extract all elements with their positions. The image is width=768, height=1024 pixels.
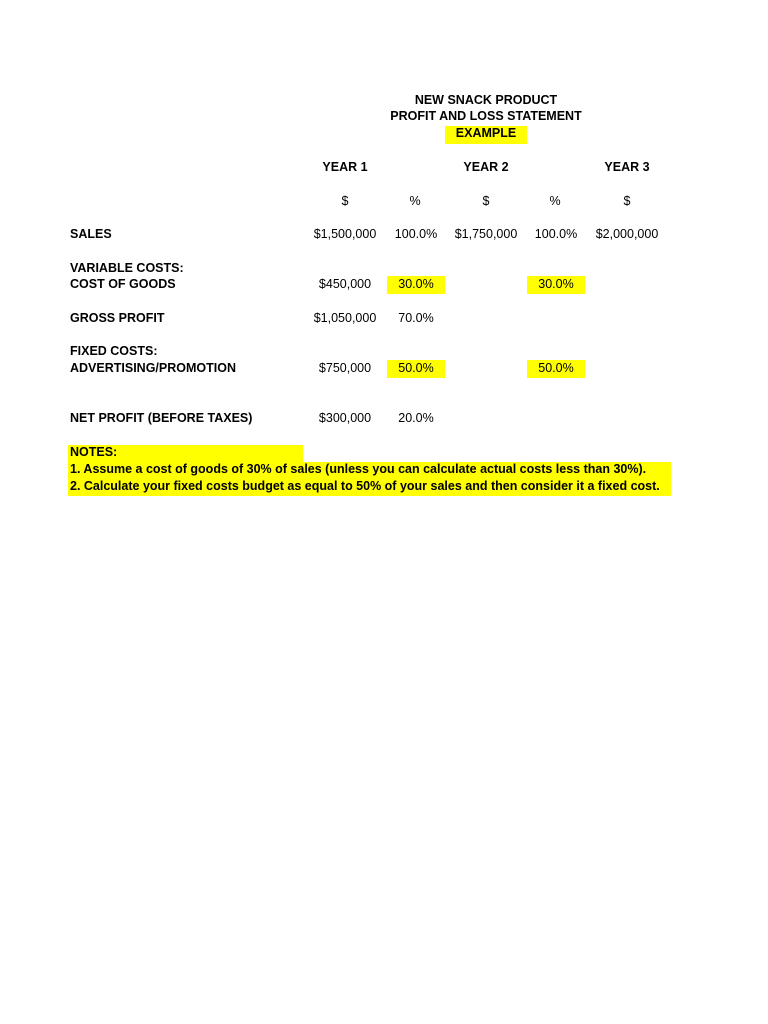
year-1-header: YEAR 1	[322, 160, 368, 174]
y2-pct-unit: %	[549, 194, 561, 208]
adv-y1-amount: $750,000	[318, 361, 372, 375]
document-title: NEW SNACK PRODUCT	[414, 93, 558, 107]
variable-costs-label: VARIABLE COSTS:	[70, 261, 184, 275]
adv-y2-pct: 50.0%	[538, 361, 574, 375]
fixed-costs-label: FIXED COSTS:	[70, 344, 158, 358]
sales-y1-pct: 100.0%	[394, 227, 438, 241]
sales-label: SALES	[70, 227, 112, 241]
y1-amount-unit: $	[341, 194, 349, 208]
year-2-header: YEAR 2	[463, 160, 509, 174]
gross-profit-y1-amount: $1,050,000	[313, 311, 377, 325]
cost-of-goods-label: COST OF GOODS	[70, 277, 176, 291]
gross-profit-label: GROSS PROFIT	[70, 311, 165, 325]
adv-y1-pct: 50.0%	[398, 361, 434, 375]
net-profit-label: NET PROFIT (BEFORE TAXES)	[70, 411, 253, 425]
year-3-header: YEAR 3	[604, 160, 650, 174]
sales-y2-pct: 100.0%	[534, 227, 578, 241]
notes-title: NOTES:	[70, 445, 118, 459]
cogs-y2-pct: 30.0%	[538, 277, 574, 291]
sales-y3-amount: $2,000,000	[595, 227, 659, 241]
advertising-promotion-label: ADVERTISING/PROMOTION	[70, 361, 236, 375]
cogs-y1-amount: $450,000	[318, 277, 372, 291]
example-label: EXAMPLE	[455, 126, 517, 140]
cogs-y1-pct: 30.0%	[398, 277, 434, 291]
y2-amount-unit: $	[482, 194, 490, 208]
net-profit-y1-amount: $300,000	[318, 411, 372, 425]
y3-amount-unit: $	[623, 194, 631, 208]
net-profit-y1-pct: 20.0%	[398, 411, 434, 425]
sales-y1-amount: $1,500,000	[313, 227, 377, 241]
sales-y2-amount: $1,750,000	[454, 227, 518, 241]
gross-profit-y1-pct: 70.0%	[398, 311, 434, 325]
y1-pct-unit: %	[409, 194, 421, 208]
note-item-2: 2. Calculate your fixed costs budget as equal to 50% of your sales and then consider it a fixed cost.	[70, 479, 660, 493]
statement-title: PROFIT AND LOSS STATEMENT	[390, 109, 582, 123]
note-item-1: 1. Assume a cost of goods of 30% of sales (unless you can calculate actual costs less than 30%).	[70, 462, 647, 476]
